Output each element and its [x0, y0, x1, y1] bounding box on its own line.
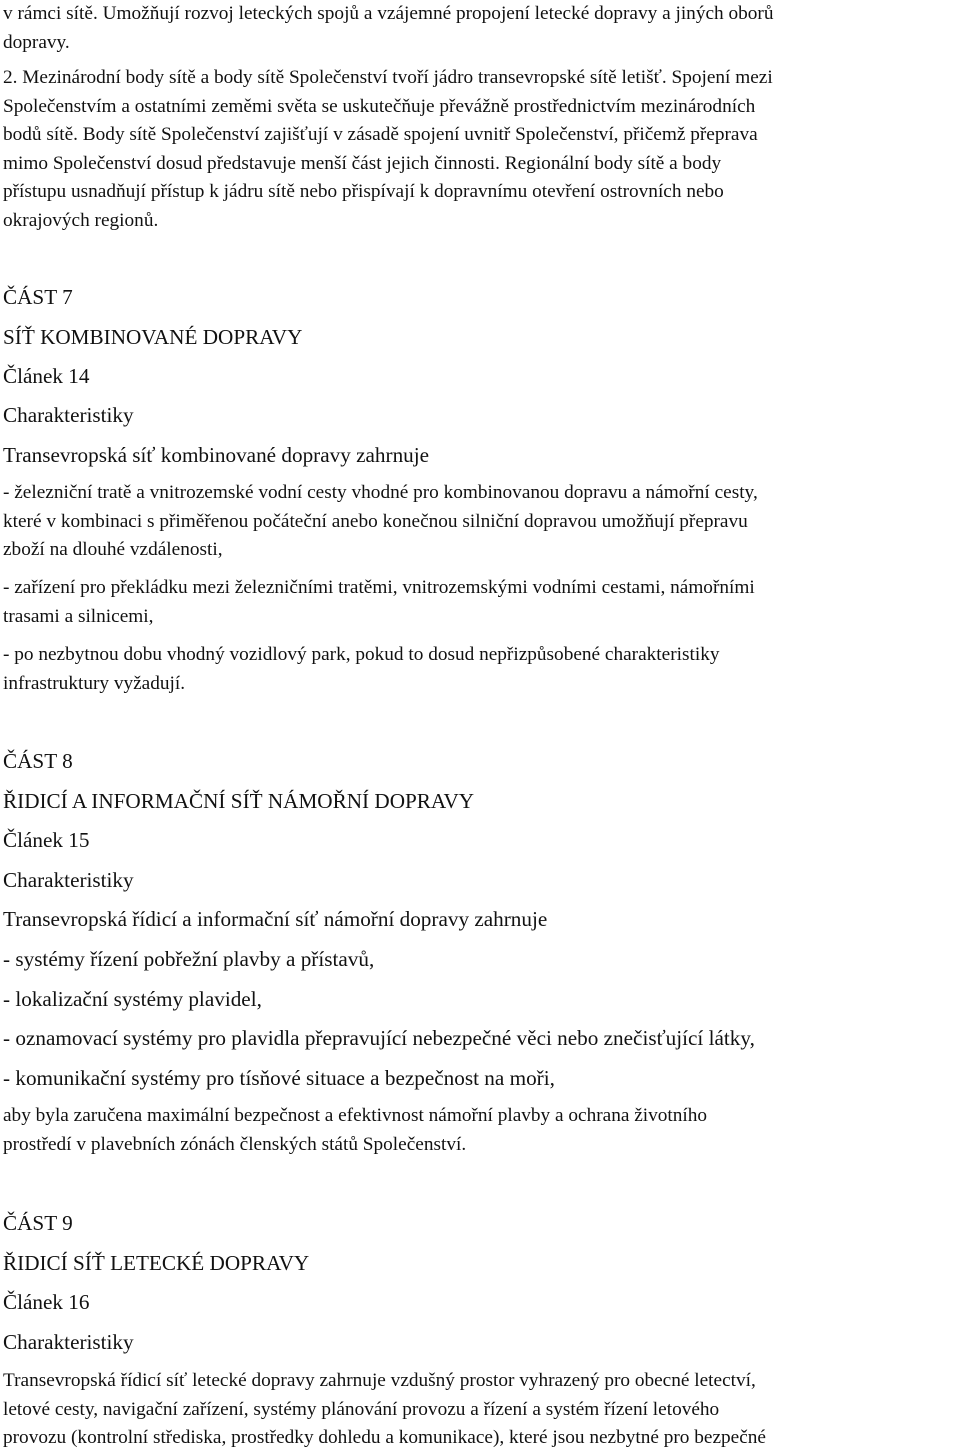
- text-line: aby byla zaručena maximální bezpečnost a efektivnost námořní plavby a ochrana životního: [3, 1105, 708, 1126]
- part-7-label: ČÁST 7: [3, 285, 73, 309]
- part-8-title: ŘIDICÍ A INFORMAČNÍ SÍŤ NÁMOŘNÍ DOPRAVY: [3, 789, 475, 813]
- closing-paragraph: [3, 1102, 955, 1159]
- text-line: Společenstvím a ostatními zeměmi světa se uskutečňuje převážně prostřednictvím mezinárodních: [3, 95, 756, 117]
- text-line: Transevropská řídicí síť letecké dopravy zahrnuje vzdušný prostor vyhrazený pro obecné letectví,: [3, 1370, 756, 1391]
- text-line: zboží na dlouhé vzdálenosti,: [3, 539, 223, 561]
- list-item: - oznamovací systémy pro plavidla přepravující nebezpečné věci nebo znečisťující látky,: [3, 1026, 755, 1050]
- article-16-lead: [3, 1367, 955, 1453]
- list-item: [3, 641, 955, 698]
- text-line: prostředí v plavebních zónách členských států Společenství.: [3, 1133, 467, 1155]
- list-item: [3, 479, 955, 565]
- list-item: [3, 574, 955, 631]
- part-9-title: ŘIDICÍ SÍŤ LETECKÉ DOPRAVY: [3, 1251, 310, 1275]
- text-line: v rámci sítě. Umožňují rozvoj leteckých spojů a vzájemné propojení letecké dopravy a jiných oborů: [3, 3, 774, 24]
- text-line: - zařízení pro překládku mezi železničními tratěmi, vnitrozemskými vodními cestami, námořními: [3, 577, 755, 598]
- article-14-subtitle: Charakteristiky: [3, 403, 134, 427]
- text-line: infrastruktury vyžadují.: [3, 672, 186, 694]
- list-item: - komunikační systémy pro tísňové situace a bezpečnost na moři,: [3, 1066, 555, 1090]
- list-item: - lokalizační systémy plavidel,: [3, 987, 262, 1011]
- text-line: - železniční tratě a vnitrozemské vodní cesty vhodné pro kombinovanou dopravu a námořní cesty,: [3, 482, 758, 503]
- text-line: - po nezbytnou dobu vhodný vozidlový park, pokud to dosud nepřizpůsobené charakteristiky: [3, 644, 720, 665]
- article-16-subtitle: Charakteristiky: [3, 1330, 134, 1354]
- article-15-lead: Transevropská řídicí a informační síť námořní dopravy zahrnuje: [3, 907, 548, 931]
- part-9-label: ČÁST 9: [3, 1211, 73, 1235]
- article-16-heading: Článek 16: [3, 1290, 90, 1314]
- part-7-title: SÍŤ KOMBINOVANÉ DOPRAVY: [3, 325, 303, 349]
- text-line: letové cesty, navigační zařízení, systémy plánování provozu a řízení a systém řízení letového: [3, 1398, 720, 1420]
- article-15-subtitle: Charakteristiky: [3, 868, 134, 892]
- text-line: které v kombinaci s přiměřenou počáteční anebo konečnou silniční dopravou umožňují přepravu: [3, 510, 748, 532]
- text-line: dopravy.: [3, 31, 70, 53]
- text-line: 2. Mezinárodní body sítě a body sítě Společenství tvoří jádro transevropské sítě letišť. Spojení mezi: [3, 67, 773, 88]
- text-line: provozu (kontrolní střediska, prostředky dohledu a komunikace), které jsou nezbytné pro bezpečné: [3, 1427, 766, 1449]
- part-8-label: ČÁST 8: [3, 749, 73, 773]
- text-line: okrajových regionů.: [3, 209, 159, 231]
- text-line: bodů sítě. Body sítě Společenství zajišťují v zásadě spojení uvnitř Společenství, přičemž přeprava: [3, 124, 758, 146]
- article-14-lead: Transevropská síť kombinované dopravy zahrnuje: [3, 443, 430, 467]
- text-line: trasami a silnicemi,: [3, 605, 154, 627]
- paragraph-intro-continued: [3, 0, 955, 57]
- list-item: - systémy řízení pobřežní plavby a přístavů,: [3, 947, 375, 971]
- paragraph-point-2: [3, 64, 955, 236]
- article-15-heading: Článek 15: [3, 828, 90, 852]
- text-line: mimo Společenství dosud představuje menší část jejich činnosti. Regionální body sítě a body: [3, 152, 722, 174]
- article-14-heading: Článek 14: [3, 364, 90, 388]
- text-line: přístupu usnadňují přístup k jádru sítě nebo přispívají k dopravnímu otevření ostrovních nebo: [3, 181, 724, 203]
